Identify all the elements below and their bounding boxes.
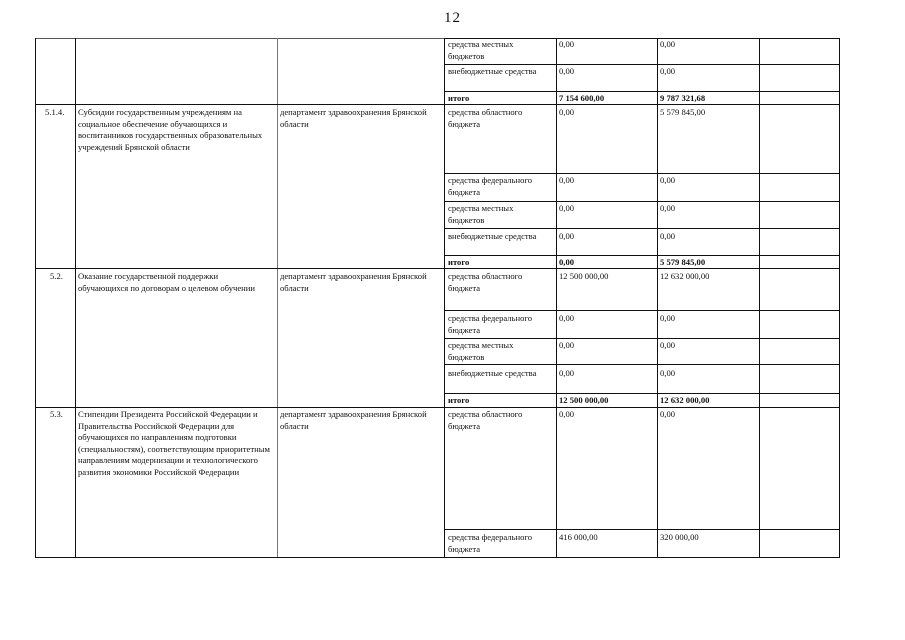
plan-total: 0,00 [559,257,575,267]
fact-total: 5 579 845,00 [660,257,706,267]
plan-value: 12 500 000,00 [559,271,609,281]
fund-label: средства областного бюджета [448,409,523,431]
fact-value: 0,00 [660,231,676,241]
fact-value: 0,00 [660,409,676,419]
row-border [444,228,840,229]
fact-value: 320 000,00 [660,532,699,542]
fact-value: 0,00 [660,340,676,350]
plan-total: 7 154 600,00 [559,93,605,103]
item-name: Стипендии Президента Российской Федерации и Правительства Российской Федерации для обучающихся по направлениям подготовки (специальностям), соответствующим приоритетным направлениям модернизации и технологического развития экономики Российской Федерации [78,409,270,477]
plan-value: 0,00 [559,39,575,49]
row-border [444,201,840,202]
row-border [444,173,840,174]
item-number: 5.2. [50,271,63,281]
fund-label: средства федерального бюджета [448,532,533,554]
fund-label: внебюджетные средства [448,368,537,378]
col-border [35,38,36,558]
item-name: Оказание государственной поддержки обучающихся по договорам о целевом обучении [78,271,255,293]
row-border [35,268,840,269]
fund-label: средства местных бюджетов [448,39,514,61]
item-number: 5.1.4. [45,107,65,117]
row-border [35,557,840,558]
item-executor: департамент здравоохранения Брянской области [280,271,427,293]
row-border [35,407,840,408]
item-executor: департамент здравоохранения Брянской области [280,409,427,431]
col-border [444,38,445,558]
plan-value: 0,00 [559,409,575,419]
col-border [839,38,840,558]
total-label: итого [448,93,470,103]
item-executor: департамент здравоохранения Брянской области [280,107,427,129]
plan-value: 0,00 [559,107,575,117]
total-label: итого [448,395,470,405]
plan-value: 0,00 [559,368,575,378]
page-number: 12 [444,10,461,26]
fund-label: средства федерального бюджета [448,175,533,197]
plan-total: 12 500 000,00 [559,395,609,405]
row-border [444,529,840,530]
row-border [444,255,840,256]
fact-total: 9 787 321,68 [660,93,706,103]
col-border [75,38,76,558]
fact-value: 5 579 845,00 [660,107,706,117]
fact-value: 12 632 000,00 [660,271,710,281]
fund-label: средства областного бюджета [448,271,523,293]
fund-label: внебюджетные средства [448,66,537,76]
fact-value: 0,00 [660,66,676,76]
fact-value: 0,00 [660,175,676,185]
col-border [556,38,557,558]
row-border [444,364,840,365]
col-border [759,38,760,558]
fund-label: средства областного бюджета [448,107,523,129]
plan-value: 0,00 [559,340,575,350]
fact-total: 12 632 000,00 [660,395,710,405]
fact-value: 0,00 [660,313,676,323]
fact-value: 0,00 [660,203,676,213]
col-border [277,38,278,558]
row-border [444,91,840,92]
fund-label: средства местных бюджетов [448,203,514,225]
fund-label: средства местных бюджетов [448,340,514,362]
row-border [444,310,840,311]
row-border [35,104,840,105]
fact-value: 0,00 [660,368,676,378]
plan-value: 0,00 [559,313,575,323]
plan-value: 0,00 [559,231,575,241]
item-number: 5.3. [50,409,63,419]
plan-value: 0,00 [559,175,575,185]
fund-label: средства федерального бюджета [448,313,533,335]
col-border [657,38,658,558]
row-border [444,64,840,65]
row-border [444,338,840,339]
plan-value: 0,00 [559,203,575,213]
item-name: Субсидии государственным учреждениям на социальное обеспечение обучающихся и воспитанников государственных образовательных учреждений Брянской области [78,107,263,152]
plan-value: 0,00 [559,66,575,76]
fact-value: 0,00 [660,39,676,49]
total-label: итого [448,257,470,267]
plan-value: 416 000,00 [559,532,598,542]
row-border [444,393,840,394]
fund-label: внебюджетные средства [448,231,537,241]
